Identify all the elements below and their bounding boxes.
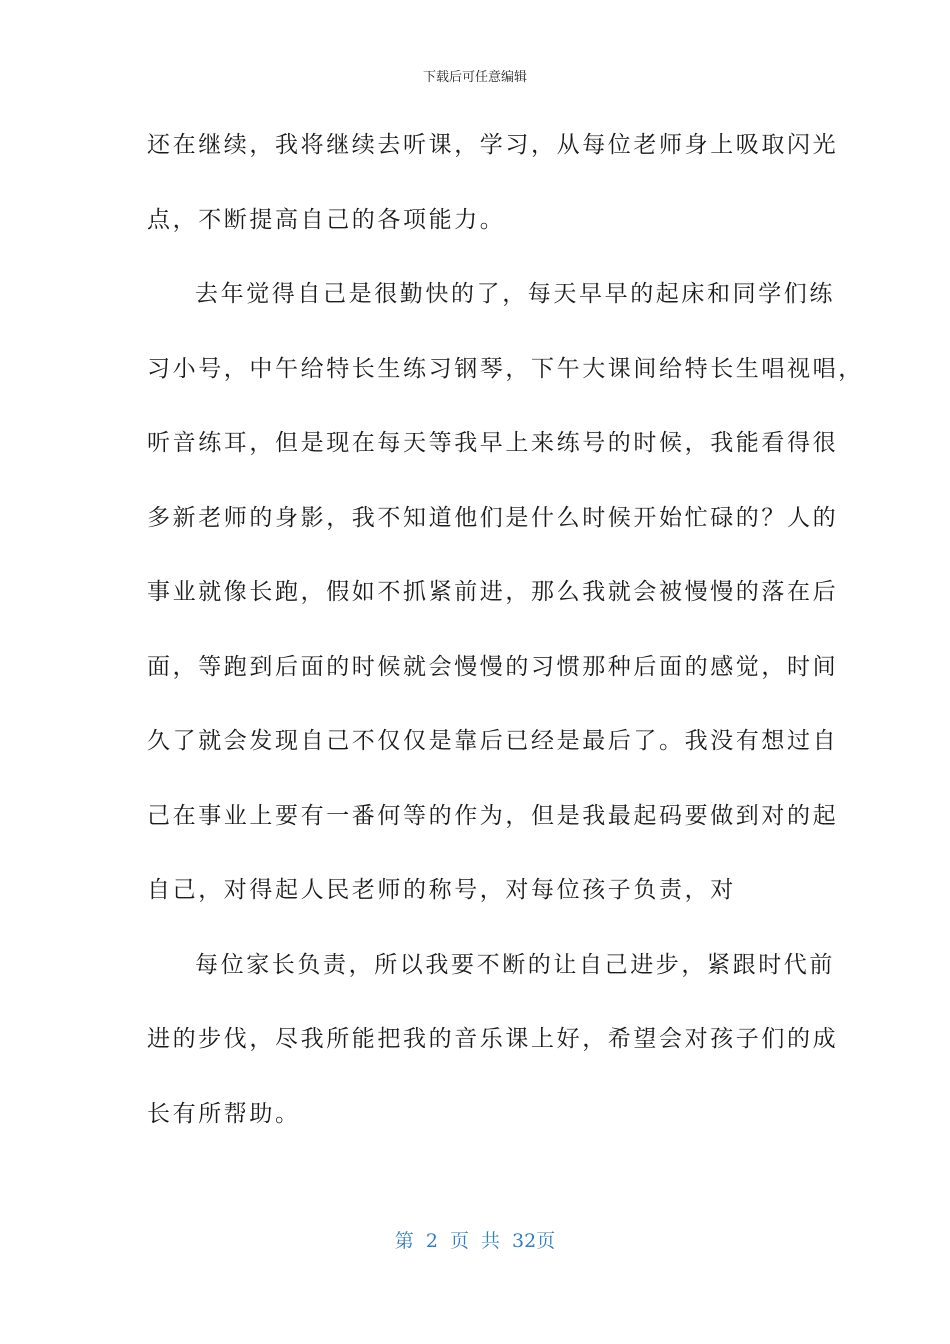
text-line: 自己，对得起人民老师的称号，对每位孩子负责，对 <box>147 877 736 903</box>
text-line: 久了就会发现自己不仅仅是靠后已经是最后了。我没有想过自 <box>147 728 839 754</box>
page-number: 第 2 页 共 32页 <box>394 1230 556 1252</box>
text-line: 多新老师的身影，我不知道他们是什么时候开始忙碌的？人的 <box>147 504 839 531</box>
text-line: 还在继续，我将继续去听课，学习，从每位老师身上吸取闪光 <box>147 132 839 158</box>
page-header: 下载后可任意编辑 <box>422 70 527 85</box>
document-body <box>147 108 864 1151</box>
text-line: 听音练耳，但是现在每天等我早上来练号的时候，我能看得很 <box>147 430 839 456</box>
text-line: 长有所帮助。 <box>147 1100 301 1127</box>
text-line: 习小号，中午给特长生练习钢琴，下午大课间给特长生唱视唱， <box>147 355 864 382</box>
text-line: 点，不断提高自己的各项能力。 <box>147 206 506 233</box>
text-line: 己在事业上要有一番何等的作为，但是我最起码要做到对的起 <box>147 802 839 829</box>
text-line: 事业就像长跑，假如不抓紧前进，那么我就会被慢慢的落在后 <box>147 579 839 605</box>
text-line: 每位家长负责，所以我要不断的让自己进步，紧跟时代前 <box>195 951 835 978</box>
text-line: 进的步伐，尽我所能把我的音乐课上好，希望会对孩子们的成 <box>147 1026 839 1052</box>
text-line: 面，等跑到后面的时候就会慢慢的习惯那种后面的感觉，时间 <box>147 653 839 680</box>
text-line: 去年觉得自己是很勤快的了，每天早早的起床和同学们练 <box>195 281 835 307</box>
